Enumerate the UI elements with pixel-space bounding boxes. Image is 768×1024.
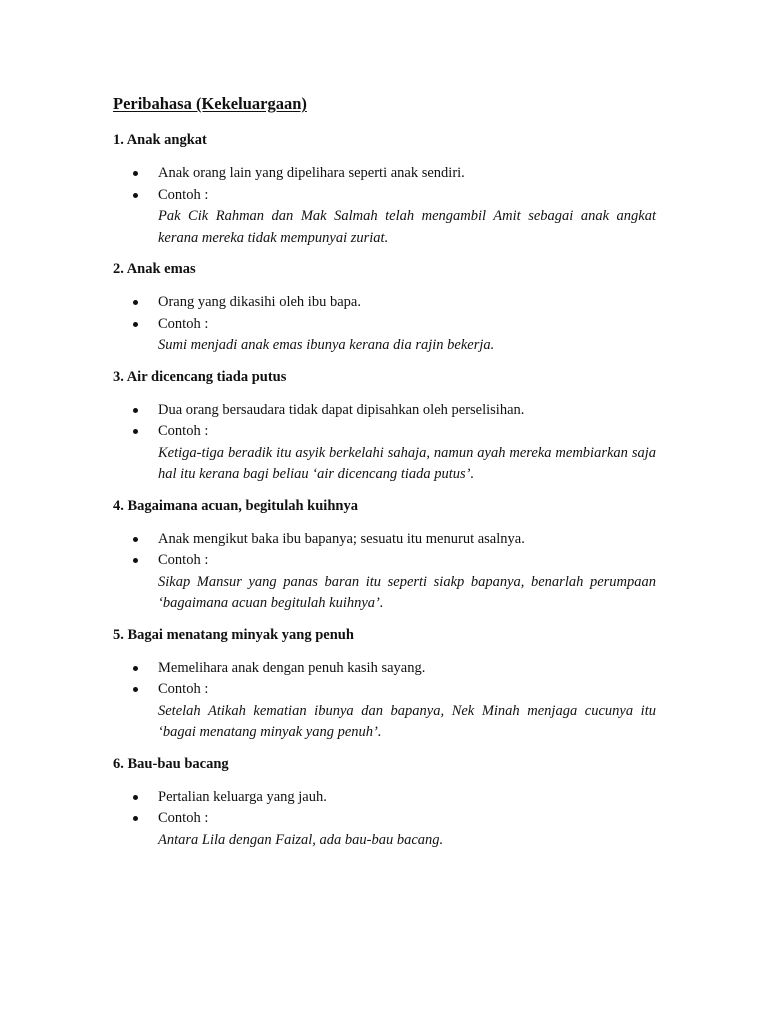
bullet-icon [133,687,138,692]
contoh-label: Contoh : [158,315,209,332]
meaning-item [113,292,656,314]
proverb-heading: 4. Bagaimana acuan, begitulah kuihnya [113,497,358,514]
proverb-entry [113,130,656,249]
page-title: Peribahasa (Kekeluargaan) [113,94,307,113]
proverb-heading: 2. Anak emas [113,261,196,277]
bullet-icon [133,193,138,198]
bullet-icon [133,300,138,305]
proverb-details [113,292,656,357]
contoh-label: Contoh : [158,423,209,439]
meaning-text: Pertalian keluarga yang jauh. [158,788,327,805]
meaning-text: Dua orang bersaudara tidak dapat dipisahkan oleh perselisihan. [158,401,525,418]
proverb-entry [113,496,656,615]
example-item [113,808,656,851]
meaning-item [113,400,656,422]
example-text: Antara Lila dengan Faizal, ada bau-bau bacang. [158,831,444,848]
proverb-details [113,658,656,744]
proverb-details [113,787,656,852]
proverb-details [113,529,656,615]
bullet-icon [133,795,138,800]
example-item [113,185,656,250]
bullet-icon [133,537,138,542]
meaning-item [113,658,656,680]
example-text: Pak Cik Rahman dan Mak Salmah telah mengambil Amit sebagai anak angkat kerana mereka tidak mempunyai zuriat. [158,208,656,246]
bullet-icon [133,171,138,176]
meaning-item [113,787,656,809]
proverb-heading: 1. Anak angkat [113,132,207,148]
proverb-heading: 6. Bau-bau bacang [113,755,229,772]
document-page [113,90,656,851]
contoh-label: Contoh : [158,186,209,203]
meaning-item [113,529,656,551]
meaning-text: Anak mengikut baka ibu bapanya; sesuatu itu menurut asalnya. [158,530,525,547]
proverb-details [113,400,656,486]
proverb-entry [113,754,656,852]
example-text: Ketiga-tiga beradik itu asyik berkelahi sahaja, namun ayah mereka membiarkan saja hal itu kerana bagi beliau ‘air dicencang tiada putus’. [158,444,656,482]
bullet-icon [133,816,138,821]
example-item [113,421,656,486]
proverb-details [113,163,656,249]
contoh-label: Contoh : [158,681,209,697]
meaning-item [113,163,656,185]
bullet-icon [133,558,138,563]
meaning-text: Anak orang lain yang dipelihara seperti anak sendiri. [158,165,465,181]
proverb-entry [113,625,656,744]
bullet-icon [133,408,138,413]
contoh-label: Contoh : [158,810,209,826]
example-item [113,550,656,615]
bullet-icon [133,322,138,327]
bullet-icon [133,666,138,671]
proverb-entry [113,259,656,357]
example-item [113,679,656,744]
example-item [113,314,656,357]
meaning-text: Memelihara anak dengan penuh kasih sayang. [158,659,426,676]
example-text: Sikap Mansur yang panas baran itu seperti siakp bapanya, benarlah perumpaan ‘bagaimana acuan begitulah kuihnya’. [158,573,656,611]
proverb-heading: 3. Air dicencang tiada putus [113,368,287,385]
meaning-text: Orang yang dikasihi oleh ibu bapa. [158,294,361,310]
proverb-entry [113,367,656,486]
proverb-heading: 5. Bagai menatang minyak yang penuh [113,626,354,643]
bullet-icon [133,429,138,434]
example-text: Sumi menjadi anak emas ibunya kerana dia rajin bekerja. [158,337,495,353]
example-text: Setelah Atikah kematian ibunya dan bapanya, Nek Minah menjaga cucunya itu ‘bagai menatang minyak yang penuh’. [158,702,656,740]
contoh-label: Contoh : [158,552,209,568]
